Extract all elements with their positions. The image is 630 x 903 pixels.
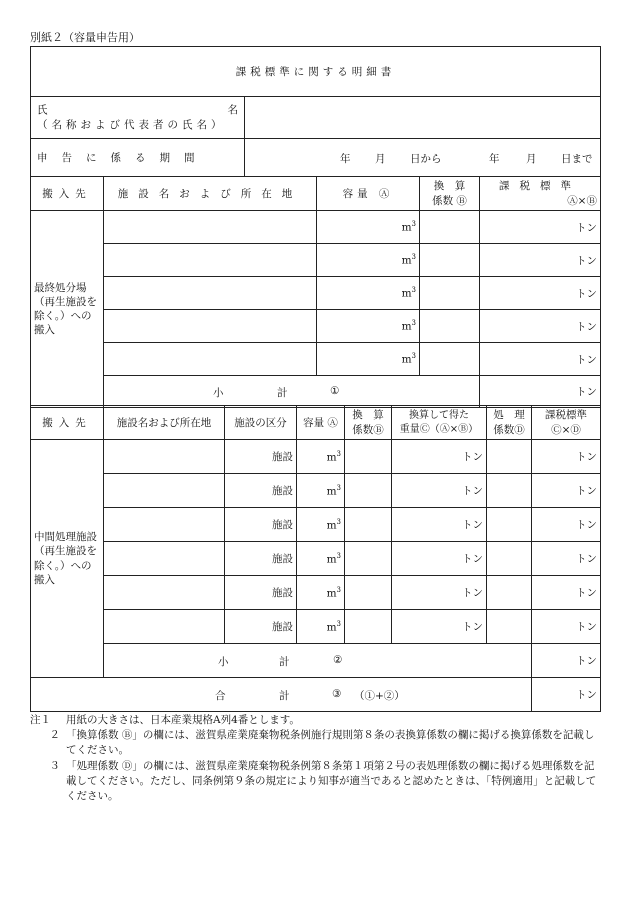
final-tax-input[interactable]: トン (480, 277, 601, 310)
name-label-cell (31, 97, 245, 139)
final-header-destination: 搬入先 (31, 177, 104, 211)
mid-coef-input[interactable] (345, 610, 392, 644)
mid-proc-input[interactable] (487, 542, 532, 576)
name-label-right: 名 (227, 104, 238, 117)
final-tax-input[interactable]: トン (480, 244, 601, 277)
top-table (30, 46, 601, 408)
form-label: 別紙２（容量申告用） (30, 31, 140, 44)
final-tax-input[interactable]: トン (480, 211, 601, 244)
mid-tax-input[interactable]: トン (532, 576, 601, 610)
mid-header-tax: 課税標準 Ⓒ×Ⓓ (532, 406, 601, 440)
final-tax-input[interactable]: トン (480, 310, 601, 343)
mid-tax-input[interactable]: トン (532, 508, 601, 542)
total-input[interactable]: トン (532, 678, 601, 712)
mid-category-input[interactable]: 施設 (225, 576, 297, 610)
mid-header-capacity: 容量 Ⓐ (297, 406, 345, 440)
final-header-capacity: 容量 Ⓐ (317, 177, 420, 211)
mid-capacity-input[interactable]: $m^3$ (297, 474, 345, 508)
mid-coef-input[interactable] (345, 508, 392, 542)
period-input[interactable] (245, 139, 601, 177)
final-capacity-input[interactable]: $m^3$ (317, 310, 420, 343)
final-capacity-input[interactable]: $m^3$ (317, 211, 420, 244)
mid-category-input[interactable]: 施設 (225, 610, 297, 644)
mid-weight-input[interactable]: トン (392, 440, 487, 474)
period-year2: 年 (489, 152, 500, 165)
period-from: 日から (410, 152, 442, 165)
mid-proc-input[interactable] (487, 474, 532, 508)
final-header-coef-bottom: 係数 Ⓑ (432, 194, 467, 207)
mid-header-destination: 搬入先 (31, 406, 104, 440)
period-year1: 年 (340, 152, 351, 165)
mid-weight-input[interactable]: トン (392, 610, 487, 644)
page-title: 課税標準に関する明細書 (31, 47, 601, 97)
mid-category-input[interactable]: 施設 (225, 474, 297, 508)
mid-category-input[interactable]: 施設 (225, 440, 297, 474)
name-input[interactable] (245, 97, 601, 139)
mid-header-coef: 換 算 係数Ⓑ (345, 406, 392, 440)
final-tax-input[interactable]: トン (480, 343, 601, 376)
mid-proc-input[interactable] (487, 508, 532, 542)
mid-capacity-input[interactable]: $m^3$ (297, 542, 345, 576)
final-facility-input[interactable] (104, 343, 317, 376)
mid-subtotal-label: 小 計 ② (104, 644, 532, 678)
final-header-facility: 施設名および所在地 (104, 177, 317, 211)
mid-proc-input[interactable] (487, 440, 532, 474)
mid-header-weight: 換算して得た 重量Ⓒ（Ⓐ×Ⓑ） (392, 406, 487, 440)
mid-facility-input[interactable] (104, 508, 225, 542)
final-header-tax (480, 177, 601, 211)
final-facility-input[interactable] (104, 244, 317, 277)
mid-facility-input[interactable] (104, 440, 225, 474)
mid-category-input[interactable]: 施設 (225, 542, 297, 576)
mid-tax-input[interactable]: トン (532, 542, 601, 576)
period-label: 申告に係る期間 (31, 139, 245, 177)
mid-coef-input[interactable] (345, 440, 392, 474)
final-capacity-input[interactable]: $m^3$ (317, 343, 420, 376)
final-subtotal-input[interactable]: トン (480, 376, 601, 408)
mid-tax-input[interactable]: トン (532, 440, 601, 474)
mid-category-input[interactable]: 施設 (225, 508, 297, 542)
mid-capacity-input[interactable]: $m^3$ (297, 440, 345, 474)
final-subtotal-label: 小 計 ① (104, 376, 480, 408)
final-capacity-input[interactable]: $m^3$ (317, 244, 420, 277)
final-header-tax-top: 課税標準 (499, 180, 581, 193)
total-label: 合 計 ③ （①+②） (31, 678, 532, 712)
mid-facility-input[interactable] (104, 542, 225, 576)
mid-proc-input[interactable] (487, 576, 532, 610)
mid-facility-input[interactable] (104, 576, 225, 610)
final-facility-input[interactable] (104, 310, 317, 343)
mid-capacity-input[interactable]: $m^3$ (297, 610, 345, 644)
mid-row-label: 中間処理施設（再生施設を除く。）への搬入 (31, 440, 104, 678)
note-item: 注１ 用紙の大きさは、日本産業規格A列4番とします。 (30, 714, 300, 726)
mid-coef-input[interactable] (345, 542, 392, 576)
mid-weight-input[interactable]: トン (392, 508, 487, 542)
mid-coef-input[interactable] (345, 576, 392, 610)
mid-header-facility: 施設名および所在地 (104, 406, 225, 440)
final-coef-input[interactable] (420, 244, 480, 277)
final-header-tax-bottom: Ⓐ×Ⓑ (567, 194, 597, 207)
mid-weight-input[interactable]: トン (392, 542, 487, 576)
mid-capacity-input[interactable]: $m^3$ (297, 508, 345, 542)
final-coef-input[interactable] (420, 277, 480, 310)
mid-weight-input[interactable]: トン (392, 474, 487, 508)
notes (30, 713, 600, 804)
note-item: ３ 「処理係数 Ⓓ」の欄には、滋賀県産業廃棄物税条例第８条第１項第２号の表処理係数の欄に掲げる処理係数を記載してください。ただし、同条例第９条の規定により知事が適当であると認めたときは、「特例適用」と記載してください。 (49, 759, 597, 803)
mid-header-category: 施設の区分 (225, 406, 297, 440)
period-month2: 月 (526, 152, 537, 165)
mid-proc-input[interactable] (487, 610, 532, 644)
final-facility-input[interactable] (104, 277, 317, 310)
note-item: ２ 「換算係数 Ⓑ」の欄には、滋賀県産業廃棄物税条例施行規則第８条の表換算係数の欄に掲げる換算係数を記載してください。 (49, 729, 595, 757)
mid-tax-input[interactable]: トン (532, 610, 601, 644)
final-facility-input[interactable] (104, 211, 317, 244)
name-label-left: 氏 (37, 104, 48, 117)
name-label-bottom: （名称および代表者の氏名） (37, 118, 226, 131)
bottom-table (30, 405, 601, 712)
mid-subtotal-input[interactable]: トン (532, 644, 601, 678)
mid-capacity-input[interactable]: $m^3$ (297, 576, 345, 610)
final-coef-input[interactable] (420, 211, 480, 244)
mid-header-proc: 処 理 係数Ⓓ (487, 406, 532, 440)
final-header-coef (420, 177, 480, 211)
mid-tax-input[interactable]: トン (532, 474, 601, 508)
mid-facility-input[interactable] (104, 610, 225, 644)
final-coef-input[interactable] (420, 343, 480, 376)
mid-weight-input[interactable]: トン (392, 576, 487, 610)
period-until: 日まで (561, 152, 593, 165)
final-capacity-input[interactable]: $m^3$ (317, 277, 420, 310)
final-header-coef-top: 換 算 (433, 180, 466, 193)
final-row-label: 最終処分場（再生施設を除く。）への搬入 (31, 211, 104, 408)
mid-coef-input[interactable] (345, 474, 392, 508)
mid-facility-input[interactable] (104, 474, 225, 508)
period-month1: 月 (375, 152, 386, 165)
final-coef-input[interactable] (420, 310, 480, 343)
